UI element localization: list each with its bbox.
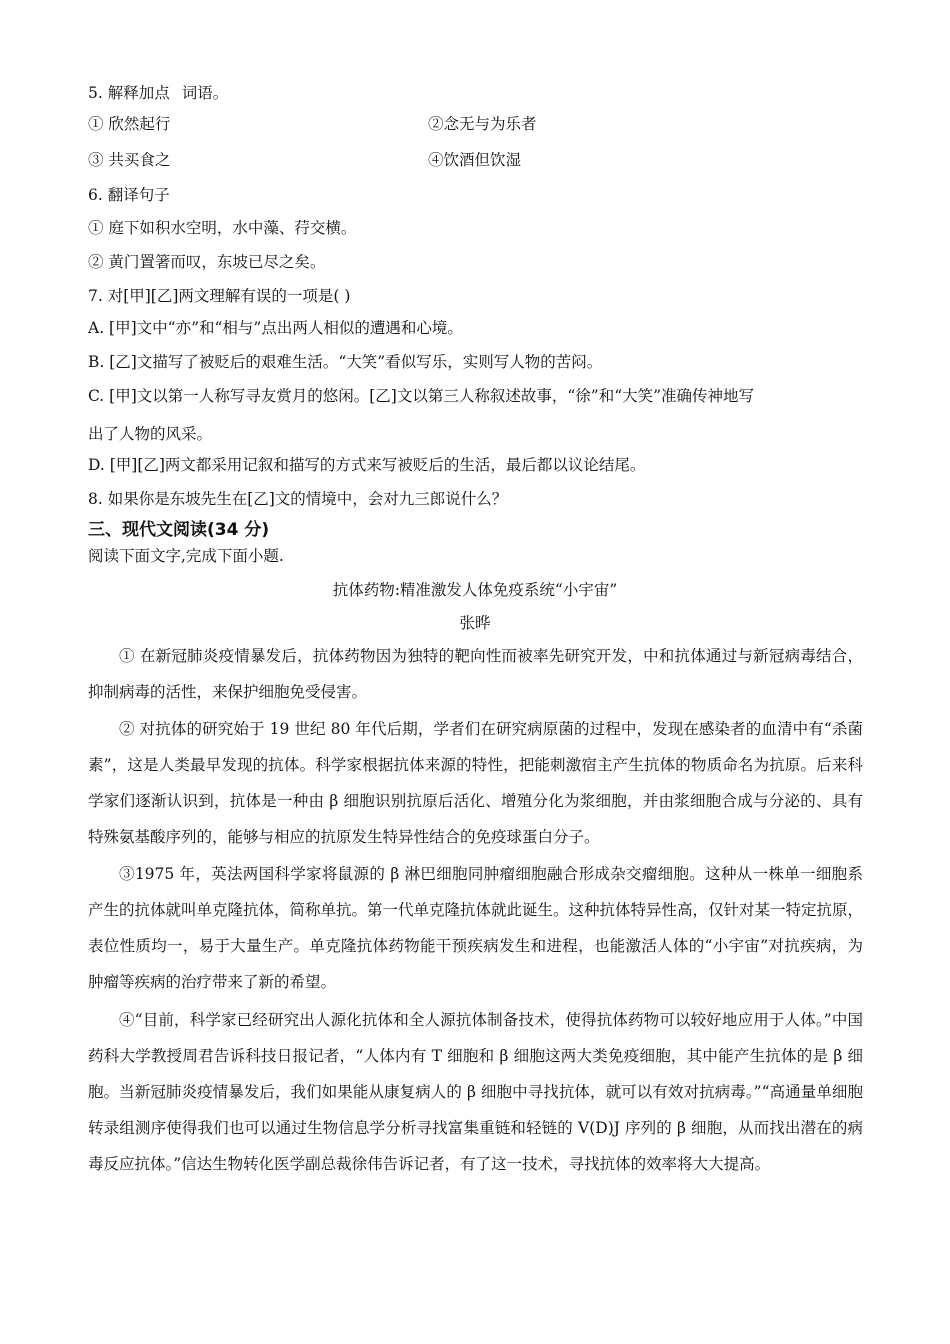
- question-5-stem-part2: 词语。: [181, 84, 229, 102]
- question-7-option-c-cont: 出了人物的风采。: [88, 425, 213, 443]
- question-5-item-4: ④饮酒但饮湿: [428, 151, 522, 169]
- article-paragraph-3: ③1975 年，英法两国科学家将鼠源的 β 淋巴细胞同肿瘤细胞融合形成杂交瘤细胞。这种从一株单一细胞系产生的抗体就叫单克隆抗体，简称单抗。第一代单克隆抗体就此诞生。这种抗体特异性高，仅针对某一特定抗原，表位性质均一，易于大量生产。单克隆抗体药物能干预疾病发生和进程，也能激活人体的“小宇宙”对抗疾病，为肿瘤等疾病的治疗带来了新的希望。: [88, 865, 864, 991]
- question-7-option-a: A. [甲]文中“亦”和“相与”点出两人相似的遭遇和心境。: [88, 319, 463, 337]
- question-8-stem: 8. 如果你是东坡先生在[乙]文的情境中，会对九三郎说什么？: [88, 490, 508, 508]
- question-7-option-b: B. [乙]文描写了被贬后的艰难生活。“大笑”看似写乐，实则写人物的苦闷。: [88, 353, 603, 371]
- question-5-row-1: [88, 114, 537, 134]
- article-paragraph-1: ① 在新冠肺炎疫情暴发后，抗体药物因为独特的靶向性而被率先研究开发，中和抗体通过与新冠病毒结合，抑制病毒的活性，来保护细胞免受侵害。: [88, 647, 863, 701]
- article-paragraph-4: ④“目前，科学家已经研究出人源化抗体和全人源抗体制备技术，使得抗体药物可以较好地应用于人体。”中国药科大学教授周君告诉科技日报记者，“人体内有 T 细胞和 β 细胞这两大类免疫细胞，其中能产生抗体的是 β 细胞。当新冠肺炎疫情暴发后，我们如果能从康复病人的 β 细胞中寻找抗体，就可以有效对抗病毒。”“高通量单细胞转录组测序使得我们也可以通过生物信息学分析寻找富集重链和轻链的 V(D)J 序列的 β 细胞，从而找出潜在的病毒反应抗体。”信达生物转化医学副总裁徐伟告诉记者，有了这一技术，寻找抗体的效率将大大提高。: [88, 1011, 863, 1173]
- question-7-stem: 7. 对[甲][乙]两文理解有误的一项是( ): [88, 287, 351, 305]
- question-6-item-2: ② 黄门置箸而叹，东坡已尽之矣。: [88, 253, 326, 271]
- question-6-stem: 6. 翻译句子: [88, 186, 170, 204]
- question-7-option-d: D. [甲][乙]两文都采用记叙和描写的方式来写被贬后的生活，最后都以议论结尾。: [88, 456, 646, 474]
- article-author: 张晔: [459, 614, 491, 632]
- section-heading: 三、现代文阅读(34 分): [88, 520, 270, 540]
- section-instruction: 阅读下面文字,完成下面小题.: [88, 547, 284, 565]
- question-5-row-2: [88, 150, 522, 170]
- question-5-stem: [88, 83, 228, 103]
- question-5-stem-part1: 5. 解释加点: [88, 84, 170, 102]
- article-title: 抗体药物:精准激发人体免疫系统“小宇宙”: [332, 581, 618, 599]
- article-paragraph-2: ② 对抗体的研究始于 19 世纪 80 年代后期，学者们在研究病原菌的过程中，发现在感染者的血清中有“杀菌素”，这是人类最早发现的抗体。科学家根据抗体来源的特性，把能刺激宿主产生抗体的物质命名为抗原。后来科学家们逐渐认识到，抗体是一种由 β 细胞识别抗原后活化、增殖分化为浆细胞，并由浆细胞合成与分泌的、具有特殊氨基酸序列的，能够与相应的抗原发生特异性结合的免疫球蛋白分子。: [88, 720, 863, 846]
- question-5-item-1: ① 欣然起行: [88, 115, 171, 133]
- question-7-option-c: C. [甲]文以第一人称写寻友赏月的悠闲。[乙]文以第三人称叙述故事，“徐”和“大笑”准确传神地写: [88, 387, 755, 405]
- question-6-item-1: ① 庭下如积水空明，水中藻、荇交横。: [88, 219, 357, 237]
- question-5-item-3: ③ 共买食之: [88, 151, 171, 169]
- question-5-item-2: ②念无与为乐者: [428, 115, 537, 133]
